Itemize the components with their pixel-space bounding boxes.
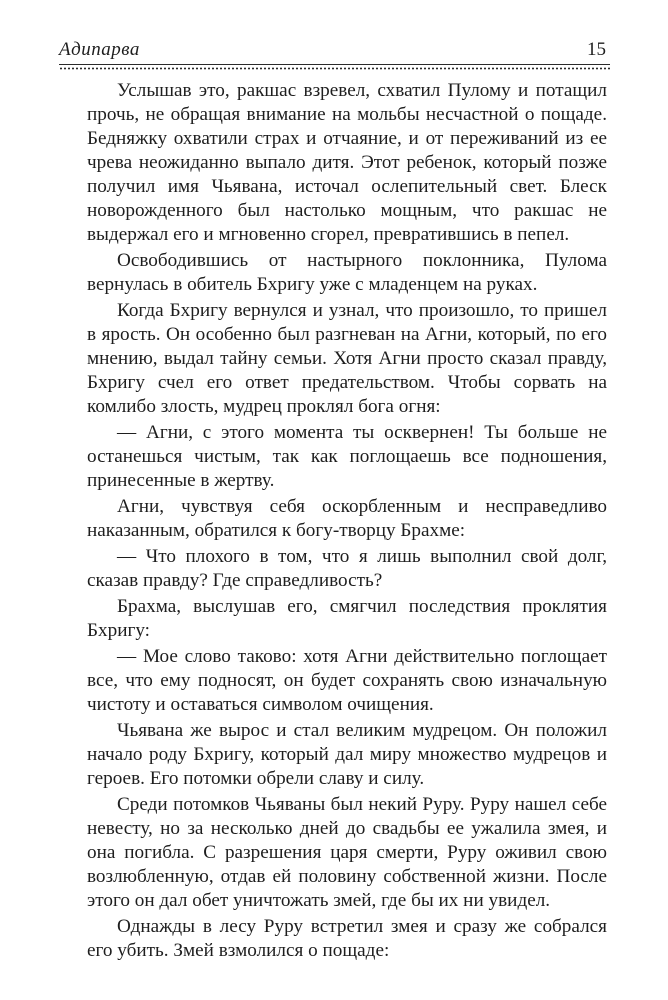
paragraph: Брахма, выслушав его, смягчил последствия проклятия Бхригу: — [87, 596, 607, 641]
paragraph: Среди потомков Чьяваны был некий Руру. Руру нашел себе невесту, но за несколько дней до свадьбы ее ужалила змея, и она погибла. С разрешения царя смерти, Руру оживил свою возлюбленную, отдав ей половину собственной жизни. После этого он дал обет уничтожать змей, где бы их ни увидел. — [87, 794, 607, 911]
paragraph: Освободившись от настырного поклонника, Пулома вернулась в обитель Бхригу уже с младенцем на руках. — [87, 250, 607, 295]
book-section-title: Адипарва — [59, 39, 140, 60]
header-dotted-rule — [59, 67, 610, 70]
paragraph: Однажды в лесу Руру встретил змея и сразу же собрался его убить. Змей взмолился о пощаде: — [87, 916, 607, 961]
paragraph-quote: — Агни, с этого момента ты осквернен! Ты больше не останешься чистым, так как поглощаешь все подношения, принесенные в жертву. — [87, 422, 607, 491]
paragraph: Когда Бхригу вернулся и узнал, что произошло, то пришел в ярость. Он особенно был разгневан на Агни, который, по его мнению, выдал тайну семьи. Хотя Агни просто сказал правду, Бхригу счел его ответ предательством. Чтобы сорвать на комлибо злость, мудрец проклял бога огня: — [87, 300, 607, 417]
paragraph: Услышав это, ракшас взревел, схватил Пулому и потащил прочь, не обращая внимание на мольбы несчастной о пощаде. Бедняжку охватили страх и отчаяние, и от переживаний из ее чрева неожиданно выпало дитя. Этот ребенок, который позже получил имя Чьявана, источал ослепительный свет. Блеск новорожденного был настолько мощным, что ракшас не выдержал его и мгновенно сгорел, превратившись в пепел. — [87, 80, 607, 245]
paragraph-quote: — Что плохого в том, что я лишь выполнил свой долг, сказав правду? Где справедливость? — [87, 546, 607, 591]
page-number: 15 — [587, 39, 606, 60]
body-text — [87, 79, 607, 965]
paragraph: Агни, чувствуя себя оскорбленным и несправедливо наказанным, обратился к богу-творцу Брахме: — [87, 496, 607, 541]
paragraph: Чьявана же вырос и стал великим мудрецом. Он положил начало роду Бхригу, который дал миру множество мудрецов и героев. Его потомки обрели славу и силу. — [87, 720, 607, 789]
paragraph-quote: — Мое слово таково: хотя Агни действительно поглощает все, что ему подносят, он будет сохранять свою изначальную чистоту и оставаться символом очищения. — [87, 646, 607, 715]
header-rule — [59, 64, 610, 65]
